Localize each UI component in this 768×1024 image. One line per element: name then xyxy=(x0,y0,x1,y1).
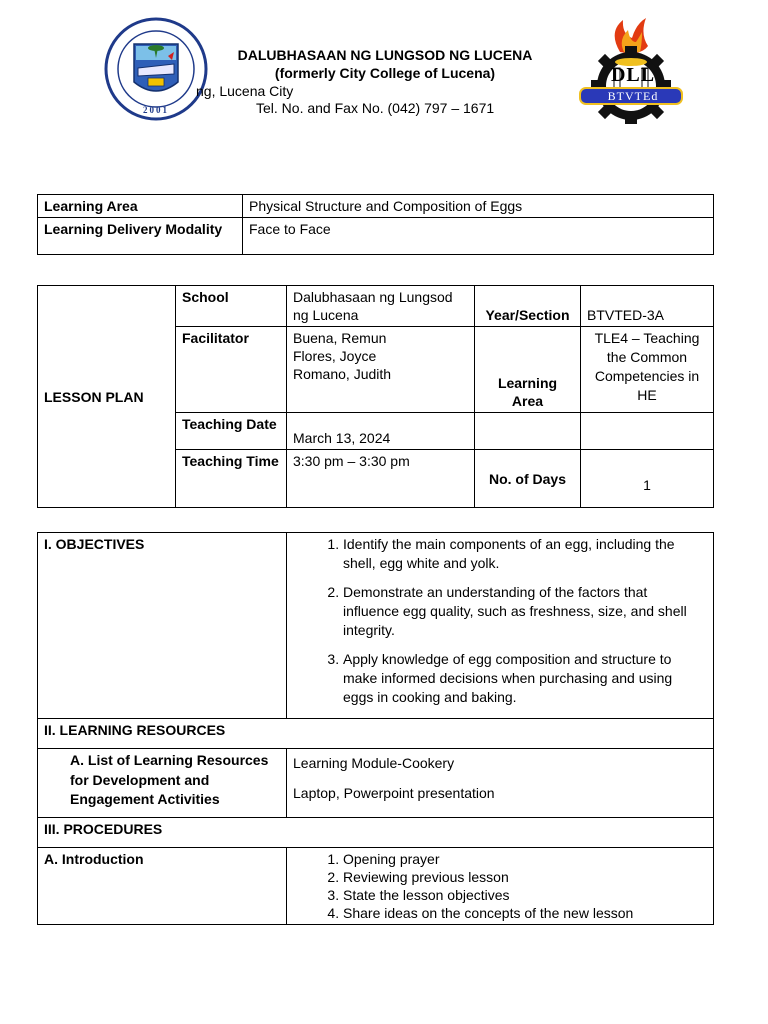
procedures-label: III. PROCEDURES xyxy=(38,818,714,848)
teaching-date-value: March 13, 2024 xyxy=(287,413,475,450)
resources-label: II. LEARNING RESOURCES xyxy=(38,719,714,749)
teaching-time-value: 3:30 pm – 3:30 pm xyxy=(287,450,475,508)
days-label: No. of Days xyxy=(475,450,581,508)
seal-year: 2001 xyxy=(143,105,169,115)
modality-label: Learning Delivery Modality xyxy=(38,218,243,255)
introduction-item: 1. Opening prayer xyxy=(343,850,707,868)
school-label: School xyxy=(176,286,287,327)
learning-area-value: Physical Structure and Composition of Eggs xyxy=(243,195,714,218)
address: ng, Lucena City xyxy=(196,83,294,99)
facilitator-name: Flores, Joyce xyxy=(293,348,377,364)
resources-cell xyxy=(287,749,714,818)
teaching-date-label: Teaching Date xyxy=(176,413,287,450)
objectives-label: I. OBJECTIVES xyxy=(38,533,287,719)
objective-item: 1. Identify the main components of an egg, including the shell, egg white and yolk. xyxy=(343,535,699,573)
year-section-value: BTVTED-3A xyxy=(581,286,714,327)
days-value: 1 xyxy=(581,450,714,508)
empty-cell xyxy=(475,413,581,450)
resources-sub-label: A. List of Learning Resources for Development and Engagement Activities xyxy=(38,749,287,818)
plan-table xyxy=(37,532,714,925)
objectives-cell xyxy=(287,533,714,719)
learning-area-label-2: Learning Area xyxy=(475,327,581,413)
introduction-item: 4. Share ideas on the concepts of the new lesson xyxy=(343,904,707,922)
objective-item: 2. Demonstrate an understanding of the factors that influence egg quality, such as freshness, size, and shell integrity. xyxy=(343,583,699,640)
empty-cell xyxy=(581,413,714,450)
institution-name: DALUBHASAAN NG LUNGSOD NG LUCENA xyxy=(237,47,533,63)
lesson-plan-table xyxy=(37,285,714,508)
resource-item: Laptop, Powerpoint presentation xyxy=(293,785,495,801)
introduction-cell xyxy=(287,848,714,925)
introduction-item: 3. State the lesson objectives xyxy=(343,886,707,904)
introduction-item: 2. Reviewing previous lesson xyxy=(343,868,707,886)
objective-item: 3. Apply knowledge of egg composition and structure to make informed decisions when purchasing and using eggs in cooking and baking. xyxy=(343,650,699,707)
introduction-label: A. Introduction xyxy=(38,848,287,925)
year-section-label: Year/Section xyxy=(475,286,581,327)
former-name: (formerly City College of Lucena) xyxy=(274,65,496,81)
learning-area-label: Learning Area xyxy=(38,195,243,218)
facilitator-label: Facilitator xyxy=(176,327,287,413)
dll-logo-text: DLL xyxy=(610,64,656,86)
facilitator-name: Romano, Judith xyxy=(293,366,392,382)
learning-area-value-2: TLE4 – Teaching the Common Competencies in HE xyxy=(581,327,714,413)
introduction-list xyxy=(293,850,707,922)
lesson-plan-title: LESSON PLAN xyxy=(38,286,176,508)
teaching-time-label: Teaching Time xyxy=(176,450,287,508)
btvted-logo-text: BTVTEd xyxy=(607,89,659,103)
modality-value: Face to Face xyxy=(243,218,714,255)
contact-info: Tel. No. and Fax No. (042) 797 – 1671 xyxy=(256,100,495,116)
objectives-list xyxy=(293,535,699,707)
resource-item: Learning Module-Cookery xyxy=(293,755,455,771)
facilitator-list xyxy=(287,327,475,413)
info-table xyxy=(37,194,714,255)
school-value: Dalubhasaan ng Lungsod ng Lucena xyxy=(287,286,475,327)
facilitator-name: Buena, Remun xyxy=(293,330,387,346)
